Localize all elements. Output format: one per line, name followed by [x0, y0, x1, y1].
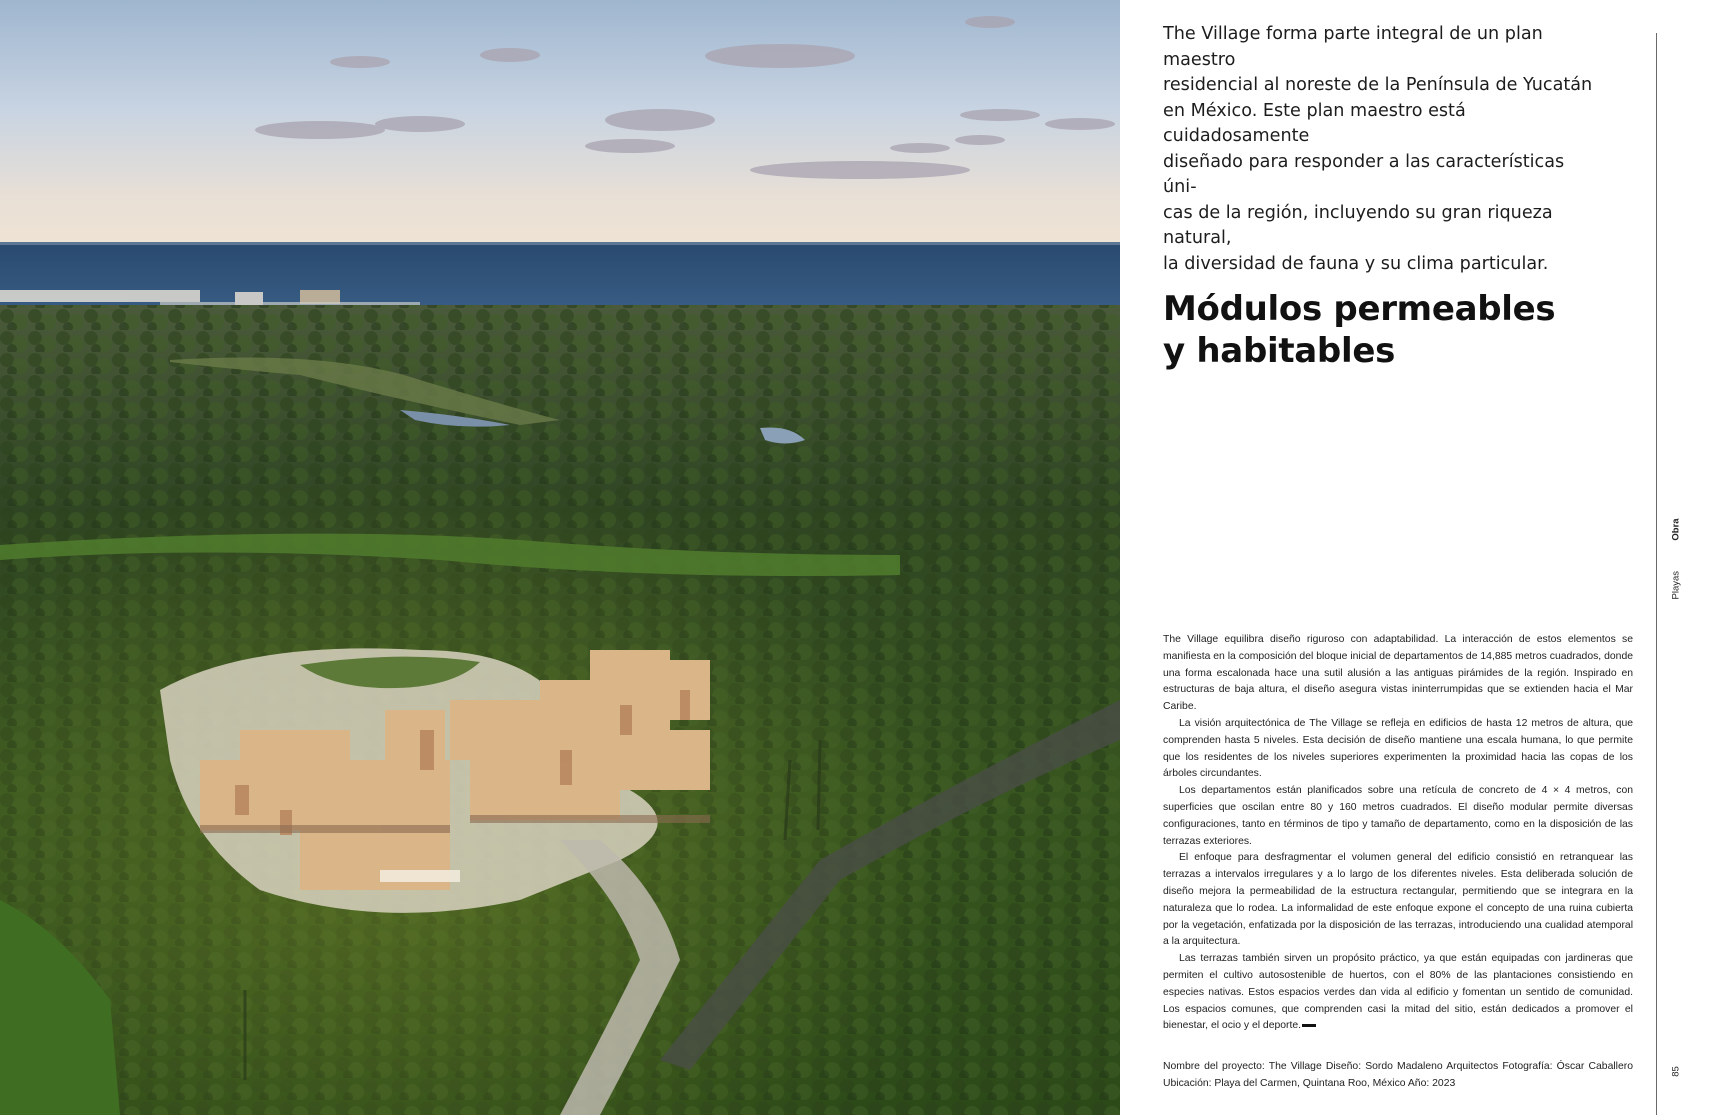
body-paragraph-5: [1163, 951, 1633, 1035]
body-paragraph-1: The Village equilibra diseño riguroso con adaptabilidad. La interacción de estos elementos se manifiesta en la composición del bloque inicial de departamentos de 14,885 metros cuadrados, donde una forma escalonada hace una sutil alusión a las antiguas pirámides de la región. Inspirado en estructuras de baja altura, el diseño asegura vistas ininterrumpidas que se extienden hacia el Mar Caribe.: [1163, 634, 1633, 713]
intro-paragraph: The Village forma parte integral de un plan maestro residencial al noreste de la Península de Yucatán en México. Este plan maestro está cuidadosamente diseñado para responder a las características úni- cas de la región, incluyendo su gran riqueza natural, la diversidad de fauna y su clima particular.: [1163, 24, 1593, 274]
margin-rule: [1656, 33, 1657, 1115]
page-number: 85: [1670, 1066, 1682, 1077]
article-body: [1163, 632, 1633, 1035]
text-page: [1120, 0, 1709, 1115]
article-heading: Módulos permeables y habitables: [1163, 289, 1556, 371]
end-mark-icon: [1302, 1024, 1316, 1027]
body-paragraph-3: Los departamentos están planificados sobre una retícula de concreto de 4 × 4 metros, con superficies que oscilan entre 80 y 160 metros cuadrados. El diseño modular permite diversas configuraciones, tanto en términos de tipo y tamaño de departamento, como en la disposición de las terrazas exteriores.: [1163, 785, 1633, 847]
body-paragraph-5-text: Las terrazas también sirven un propósito práctico, ya que están equipadas con jardineras que permiten el cultivo autosostenible de huertos, con el 80% de las plantaciones consistiendo en especies nativas. Estos espacios verdes dan vida al edificio y fomentan un sentido de comunidad. Los espacios comunes, que comprenden casi la mitad del sitio, están dedicados a promover el bienestar, el ocio y el deporte.: [1163, 953, 1633, 1032]
section-label: Obra: [1670, 518, 1682, 541]
body-paragraph-4: El enfoque para desfragmentar el volumen general del edificio consistió en retranquear las terrazas a intervalos irregulares y a lo largo de los diferentes niveles. Esta deliberada solución de diseño mejora la permeabilidad de la estructura rectangular, permitiendo que se integrara en la naturaleza que lo rodea. La informalidad de este enfoque expone el concepto de una ruina cubierta por la vegetación, enfatizada por la disposición de las terrazas, introduciendo una cualidad atemporal a la arquitectura.: [1163, 852, 1633, 948]
body-paragraph-2: La visión arquitectónica de The Village se refleja en edificios de hasta 12 metros de altura, que comprenden hasta 5 niveles. Esta decisión de diseño mantiene una escala humana, lo que permite que los residentes de los niveles superiores experimenten la proximidad hacia las copas de los árboles circundantes.: [1163, 717, 1633, 780]
project-credits: Nombre del proyecto: The Village Diseño: Sordo Madaleno Arquitectos Fotografía: Óscar Caballero Ubicación: Playa del Carmen, Quintana Roo, México Año: 2023: [1163, 1061, 1633, 1090]
subsection-label: Playas: [1670, 570, 1682, 600]
